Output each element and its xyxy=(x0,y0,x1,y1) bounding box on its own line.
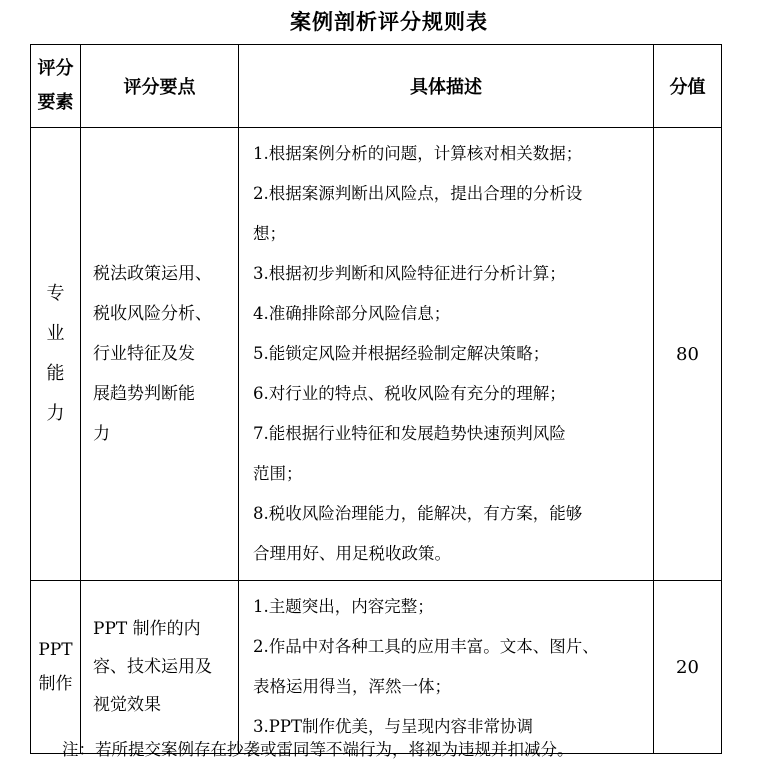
page-title: 案例剖析评分规则表 xyxy=(290,9,488,34)
points-line: 税法政策运用、 xyxy=(93,264,212,284)
description-line: 1.根据案例分析的问题，计算核对相关数据； xyxy=(253,144,583,163)
header-factor xyxy=(31,45,81,128)
header-points: 评分要点 xyxy=(81,45,239,128)
points-line: 容、技术运用及 xyxy=(93,657,212,677)
factor-line: 制作 xyxy=(38,674,73,694)
score-ppt: 20 xyxy=(654,581,722,754)
description-line: 想； xyxy=(253,224,286,243)
points-line: 行业特征及发 xyxy=(93,344,195,364)
description-line: 表格运用得当，浑然一体； xyxy=(253,677,451,696)
points-professional xyxy=(81,128,239,581)
description-line: 合理用好、用足税收政策。 xyxy=(253,544,451,563)
table-row-professional xyxy=(31,128,722,581)
description-line: 4.准确排除部分风险信息； xyxy=(253,304,451,323)
header-description: 具体描述 xyxy=(239,45,654,128)
points-line: 视觉效果 xyxy=(93,695,161,715)
factor-ppt-production xyxy=(31,581,81,754)
factor-char: 专 xyxy=(46,283,65,304)
table-row-ppt xyxy=(31,581,722,754)
description-line: 2.根据案源判断出风险点，提出合理的分析设 xyxy=(253,184,583,203)
table-header-row xyxy=(31,45,722,128)
header-factor-line1: 评分 xyxy=(37,58,74,79)
description-line: 范围； xyxy=(253,464,303,483)
header-score: 分值 xyxy=(654,45,722,128)
description-line: 6.对行业的特点、税收风险有充分的理解； xyxy=(253,384,566,403)
description-line: 1.主题突出，内容完整； xyxy=(253,597,434,616)
factor-char: 力 xyxy=(46,403,65,424)
description-line: 3.根据初步判断和风险特征进行分析计算； xyxy=(253,264,566,283)
description-ppt xyxy=(239,581,654,754)
description-line: 3.PPT制作优美，与呈现内容非常协调 xyxy=(253,717,533,736)
description-line: 2.作品中对各种工具的应用丰富。文本、图片、 xyxy=(253,637,599,656)
factor-line: PPT xyxy=(38,640,73,660)
scoring-rubric-table xyxy=(30,44,722,754)
points-line: 力 xyxy=(93,424,110,444)
points-line: 税收风险分析、 xyxy=(93,304,212,324)
factor-char: 业 xyxy=(46,323,65,344)
header-factor-line2: 要素 xyxy=(37,92,74,113)
factor-char: 能 xyxy=(46,363,65,384)
points-line: PPT 制作的内 xyxy=(93,619,201,639)
description-line: 7.能根据行业特征和发展趋势快速预判风险 xyxy=(253,424,566,443)
description-line: 8.税收风险治理能力，能解决，有方案，能够 xyxy=(253,504,583,523)
score-professional: 80 xyxy=(654,128,722,581)
factor-professional-ability xyxy=(31,128,81,581)
points-ppt xyxy=(81,581,239,754)
footnote: 注：若所提交案例存在抄袭或雷同等不端行为，将视为违规并扣减分。 xyxy=(62,740,574,759)
description-line: 5.能锁定风险并根据经验制定解决策略； xyxy=(253,344,550,363)
points-line: 展趋势判断能 xyxy=(93,384,195,404)
description-professional xyxy=(239,128,654,581)
